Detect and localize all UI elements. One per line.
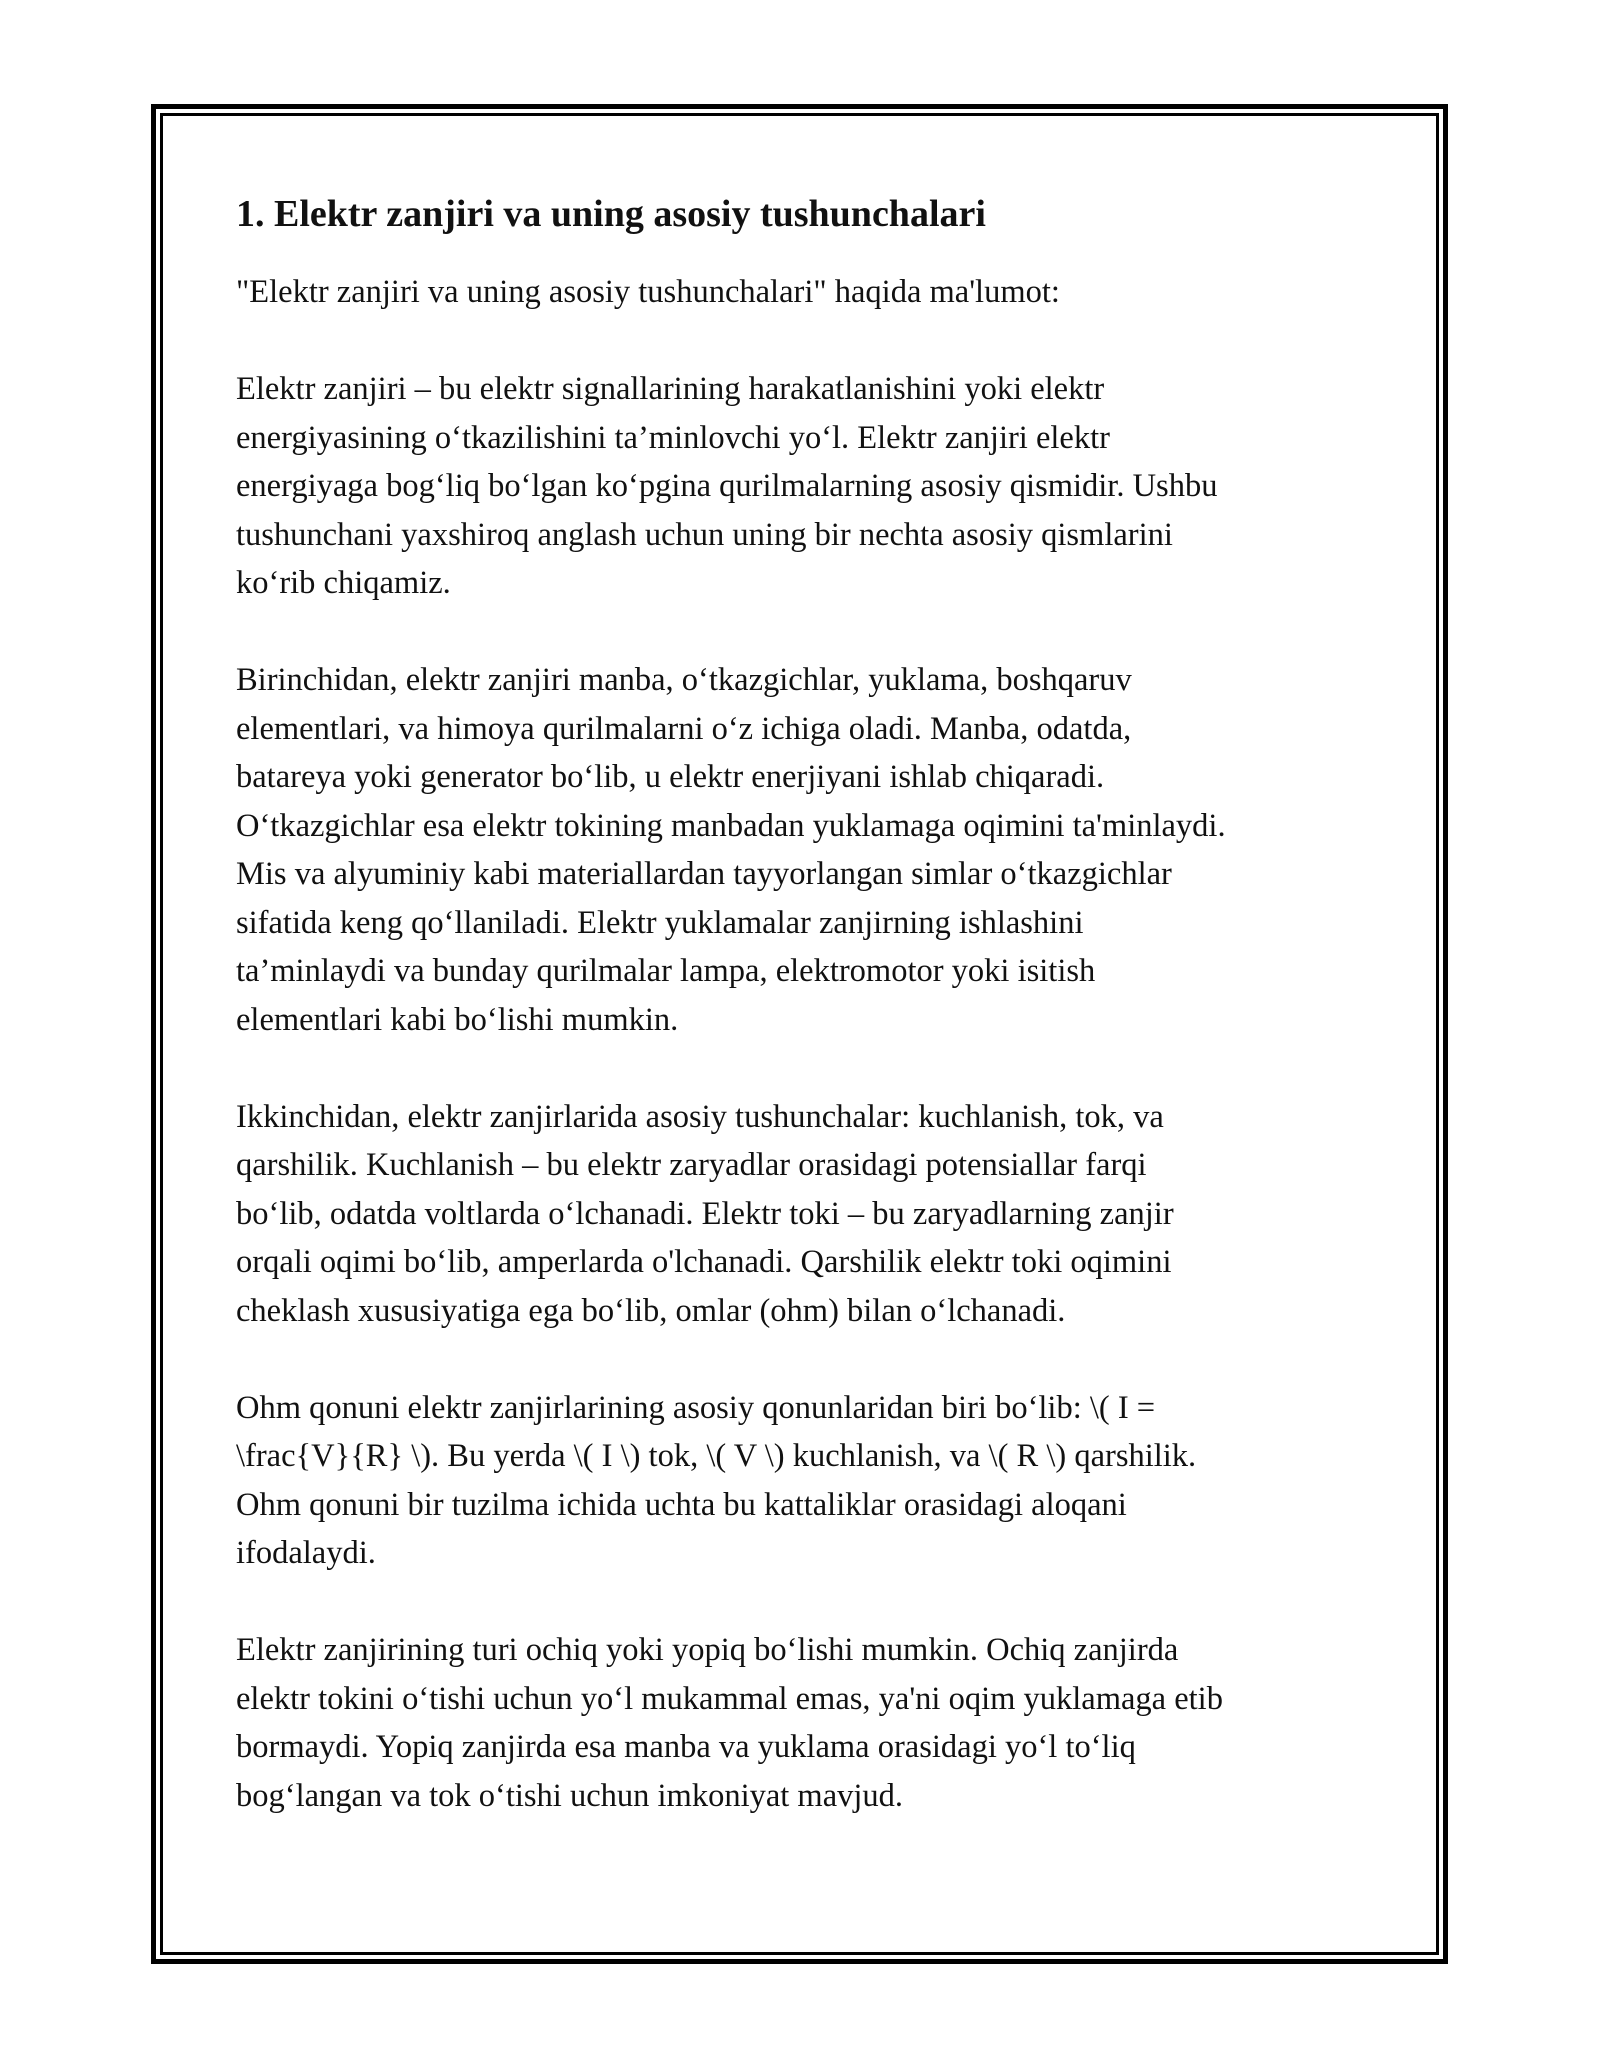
section-title: 1. Elektr zanjiri va uning asosiy tushunchalari <box>236 193 986 235</box>
paragraph-line: elektr tokini o‘tishi uchun yo‘l mukammal emas, ya'ni oqim yuklamaga etib <box>236 1680 1223 1717</box>
paragraph-line: cheklash xususiyatiga ega bo‘lib, omlar (ohm) bilan o‘lchanadi. <box>236 1292 1066 1329</box>
paragraph-line: elementlari kabi bo‘lishi mumkin. <box>236 1001 679 1038</box>
definition-paragraph <box>236 365 1366 608</box>
paragraph-line: energiyaga bog‘liq bo‘lgan ko‘pgina qurilmalarning asosiy qismidir. Ushbu <box>236 468 1218 504</box>
components-paragraph <box>236 656 1366 1044</box>
circuit-types-paragraph <box>236 1626 1366 1820</box>
paragraph-line: Ohm qonuni elektr zanjirlarining asosiy qonunlaridan biri bo‘lib: \( I = <box>236 1389 1156 1426</box>
paragraph-line: Birinchidan, elektr zanjiri manba, o‘tkazgichlar, yuklama, boshqaruv <box>236 662 1132 698</box>
paragraph-line: Ohm qonuni bir tuzilma ichida uchta bu kattaliklar orasidagi aloqani <box>236 1486 1127 1523</box>
paragraph-line: Ikkinchidan, elektr zanjirlarida asosiy tushunchalar: kuchlanish, tok, va <box>236 1098 1164 1135</box>
paragraph-line: "Elektr zanjiri va uning asosiy tushunchalari" haqida ma'lumot: <box>236 274 1060 310</box>
paragraph-line: qarshilik. Kuchlanish – bu elektr zaryadlar orasidagi potensiallar farqi <box>236 1147 1147 1183</box>
paragraph-line: O‘tkazgichlar esa elektr tokining manbadan yuklamaga oqimini ta'minlaydi. <box>236 807 1226 844</box>
paragraph-line: batareya yoki generator bo‘lib, u elektr enerjiyani ishlab chiqaradi. <box>236 759 1105 795</box>
paragraph-line: \frac{V}{R} \). Bu yerda \( I \) tok, \( V \) kuchlanish, va \( R \) qarshilik. <box>236 1438 1197 1474</box>
paragraph-line: Elektr zanjiri – bu elektr signallarining harakatlanishini yoki elektr <box>236 371 1105 407</box>
paragraph-line: bormaydi. Yopiq zanjirda esa manba va yuklama orasidagi yo‘l to‘liq <box>236 1729 1136 1765</box>
paragraph-line: bo‘lib, odatda voltlarda o‘lchanadi. Elektr toki – bu zaryadlarning zanjir <box>236 1195 1174 1232</box>
paragraph-line: energiyasining o‘tkazilishini ta’minlovchi yo‘l. Elektr zanjiri elektr <box>236 419 1110 456</box>
paragraph-line: ta’minlaydi va bunday qurilmalar lampa, elektromotor yoki isitish <box>236 953 1096 989</box>
paragraph-line: Elektr zanjirining turi ochiq yoki yopiq bo‘lishi mumkin. Ochiq zanjirda <box>236 1632 1179 1668</box>
document-body <box>236 190 1366 1869</box>
paragraph-line: ko‘rib chiqamiz. <box>236 565 451 601</box>
paragraph-line: sifatida keng qo‘llaniladi. Elektr yuklamalar zanjirning ishlashini <box>236 904 1084 941</box>
ohm-law-paragraph <box>236 1384 1366 1578</box>
paragraph-line: orqali oqimi bo‘lib, amperlarda o'lchanadi. Qarshilik elektr toki oqimini <box>236 1244 1172 1280</box>
concepts-paragraph <box>236 1093 1366 1336</box>
intro-paragraph <box>236 268 1366 317</box>
paragraph-line: elementlari, va himoya qurilmalarni o‘z ichiga oladi. Manba, odatda, <box>236 710 1132 747</box>
paragraph-line: bog‘langan va tok o‘tishi uchun imkoniyat mavjud. <box>236 1777 904 1814</box>
paragraph-line: Mis va alyuminiy kabi materiallardan tayyorlangan simlar o‘tkazgichlar <box>236 856 1172 892</box>
paragraph-line: tushunchani yaxshiroq anglash uchun uning bir nechta asosiy qismlarini <box>236 516 1173 553</box>
paragraph-line: ifodalaydi. <box>236 1535 376 1571</box>
